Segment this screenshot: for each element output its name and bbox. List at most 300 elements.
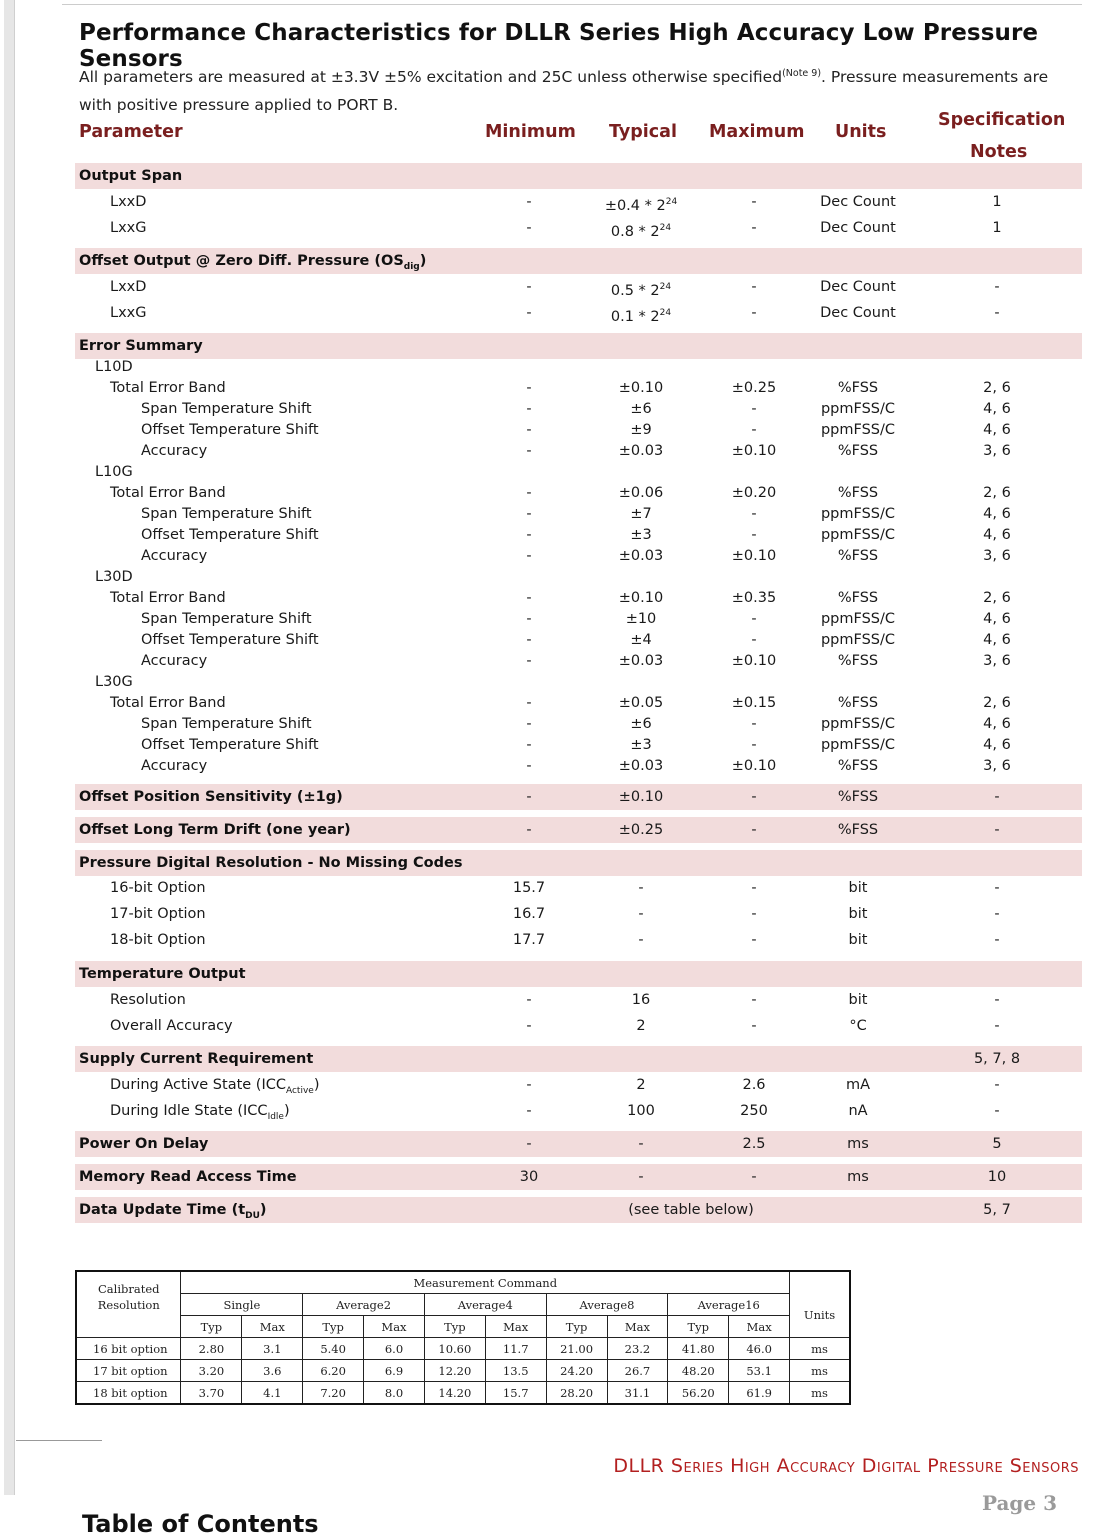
cell-max: -	[751, 789, 757, 805]
max-header: Max	[485, 1316, 546, 1338]
units-value: ms	[790, 1360, 850, 1382]
cell-units: %FSS	[837, 789, 879, 805]
table-row	[75, 1072, 1082, 1098]
typ-exponent: 24	[659, 223, 672, 233]
cell-max: -	[751, 1018, 757, 1034]
cell-min: -	[526, 758, 532, 774]
typ-exponent: 24	[659, 308, 672, 318]
resolution-label: 16 bit option	[76, 1338, 181, 1360]
cell-notes: -	[994, 305, 1000, 321]
typ-exponent: 24	[665, 197, 678, 207]
section-data-update	[75, 1197, 1082, 1223]
cell-max: -	[751, 527, 757, 543]
cell-min: -	[526, 1103, 532, 1119]
error-group-row	[75, 357, 1082, 378]
resolution-label: 17 bit option	[76, 1360, 181, 1382]
max-header: Max	[364, 1316, 425, 1338]
cell-max: -	[751, 737, 757, 753]
row-label: 17-bit Option	[110, 906, 206, 922]
time-value: 24.20	[546, 1360, 607, 1382]
cell-typ: ±0.10	[618, 789, 664, 805]
cell-max: -	[751, 220, 757, 236]
table-row	[75, 420, 1082, 441]
section-power-on-delay	[75, 1131, 1082, 1157]
time-value: 13.5	[485, 1360, 546, 1382]
cell-notes: -	[994, 992, 1000, 1008]
row-label: Span Temperature Shift	[141, 401, 312, 417]
section-offset-output	[75, 248, 1082, 274]
section-label: Power On Delay	[79, 1136, 209, 1152]
cell-typ: ±0.05	[618, 695, 664, 711]
cell-max: ±0.15	[731, 695, 777, 711]
header-units: Units	[835, 122, 887, 142]
cell-max: ±0.25	[731, 380, 777, 396]
left-margin-bar	[4, 0, 15, 1495]
section-supply-current	[75, 1046, 1082, 1072]
row-label: Offset Temperature Shift	[141, 527, 319, 543]
cell-max: ±0.10	[731, 653, 777, 669]
cell-units: bit	[848, 992, 868, 1008]
cell-typ	[591, 215, 691, 245]
section-label: Pressure Digital Resolution - No Missing Codes	[79, 855, 463, 871]
cell-units: %FSS	[837, 443, 879, 459]
cell-typ: ±7	[630, 506, 652, 522]
cell-units: Dec Count	[820, 220, 896, 236]
cell-notes: 4, 6	[983, 737, 1011, 753]
cell-notes: -	[994, 822, 1000, 838]
cell-notes: 5, 7	[983, 1202, 1011, 1218]
toc-heading-partial: Table of Contents	[82, 1510, 319, 1538]
row-label: Offset Temperature Shift	[141, 422, 319, 438]
units-header-top	[790, 1271, 850, 1294]
time-value: 6.0	[364, 1338, 425, 1360]
table-row	[75, 735, 1082, 756]
command-header: Average4	[424, 1294, 546, 1316]
cell-max: ±0.10	[731, 758, 777, 774]
command-header: Single	[181, 1294, 303, 1316]
cell-min: 17.7	[512, 932, 546, 948]
cell-max: -	[751, 422, 757, 438]
measurement-command-header: Measurement Command	[181, 1271, 790, 1294]
table-row	[75, 504, 1082, 525]
corner-cell	[76, 1271, 181, 1338]
typ-header: Typ	[303, 1316, 364, 1338]
section-label: Output Span	[79, 168, 183, 184]
cell-notes: 2, 6	[983, 380, 1011, 396]
cell-typ: -	[638, 1136, 644, 1152]
cell-min: -	[526, 789, 532, 805]
section-label	[79, 1197, 267, 1229]
table-row	[75, 609, 1082, 630]
error-group-label: L10G	[95, 464, 133, 480]
time-value: 8.0	[364, 1382, 425, 1405]
time-value: 2.80	[181, 1338, 242, 1360]
section-offset-drift	[75, 817, 1082, 843]
cell-min: -	[526, 305, 532, 321]
typ-base: ±0.4 * 2	[604, 197, 666, 214]
cell-min: -	[526, 220, 532, 236]
row-label-sub: Idle	[267, 1111, 284, 1122]
table-row	[75, 546, 1082, 567]
cell-min: -	[526, 737, 532, 753]
row-label: Resolution	[110, 992, 186, 1008]
cell-max: -	[751, 906, 757, 922]
page-title: Performance Characteristics for DLLR Series High Accuracy Low Pressure Sensors	[79, 20, 1039, 72]
cell-min: -	[526, 506, 532, 522]
cell-notes: 3, 6	[983, 443, 1011, 459]
time-value: 6.9	[364, 1360, 425, 1382]
section-label: Offset Long Term Drift (one year)	[79, 822, 351, 838]
cell-units: bit	[848, 880, 868, 896]
row-label: Accuracy	[141, 758, 208, 774]
cell-min: -	[526, 422, 532, 438]
section-label: Offset Position Sensitivity (±1g)	[79, 789, 343, 805]
cell-typ: -	[638, 880, 644, 896]
cell-typ: ±0.06	[618, 485, 664, 501]
cell-units: Dec Count	[820, 279, 896, 295]
cell-typ: 2	[636, 1018, 646, 1034]
header-typical: Typical	[609, 122, 677, 142]
row-label-text: During Idle State (ICC	[110, 1103, 268, 1119]
cell-units: ppmFSS/C	[820, 716, 896, 732]
max-header: Max	[729, 1316, 790, 1338]
cell-notes: 4, 6	[983, 527, 1011, 543]
cell-notes: 5, 7, 8	[973, 1051, 1021, 1067]
cell-typ: 2	[636, 1077, 646, 1093]
row-label: 16-bit Option	[110, 880, 206, 896]
row-label: Total Error Band	[110, 380, 226, 396]
units-value: ms	[790, 1382, 850, 1405]
table-row	[76, 1360, 850, 1382]
cell-min: -	[526, 443, 532, 459]
section-label: Temperature Output	[79, 966, 246, 982]
time-value: 56.20	[668, 1382, 729, 1405]
row-label: 18-bit Option	[110, 932, 206, 948]
cell-typ: ±6	[630, 716, 652, 732]
cell-max: -	[751, 880, 757, 896]
table-row	[75, 714, 1082, 735]
page-number: Page 3	[981, 1491, 1057, 1515]
cell-units: ppmFSS/C	[820, 632, 896, 648]
cell-min: -	[526, 992, 532, 1008]
error-group-row	[75, 672, 1082, 693]
cell-units: ppmFSS/C	[820, 506, 896, 522]
table-row	[75, 441, 1082, 462]
error-group-label: L30D	[95, 569, 133, 585]
cell-min: -	[526, 653, 532, 669]
table-row	[75, 1013, 1082, 1039]
cell-max: -	[751, 194, 757, 210]
cell-typ: ±0.03	[618, 548, 664, 564]
cell-min: 15.7	[512, 880, 546, 896]
cell-typ: -	[638, 1169, 644, 1185]
data-update-body	[76, 1338, 850, 1405]
time-value: 7.20	[303, 1382, 364, 1405]
section-error-summary	[75, 333, 1082, 359]
table-row	[75, 215, 1082, 241]
resolution-label: 18 bit option	[76, 1382, 181, 1405]
row-label: Total Error Band	[110, 590, 226, 606]
time-value: 15.7	[485, 1382, 546, 1405]
table-row	[75, 300, 1082, 326]
table-row	[75, 927, 1082, 953]
table-row	[75, 274, 1082, 300]
time-value: 3.20	[181, 1360, 242, 1382]
cell-notes: 1	[992, 220, 1002, 236]
row-label: LxxD	[110, 194, 147, 210]
error-group-row	[75, 567, 1082, 588]
cell-units: %FSS	[837, 822, 879, 838]
cell-typ: ±3	[630, 527, 652, 543]
time-value: 26.7	[607, 1360, 668, 1382]
command-header: Average16	[668, 1294, 790, 1316]
typ-max-header-row	[76, 1316, 850, 1338]
typ-base: 0.1 * 2	[610, 308, 660, 325]
cell-notes: 5	[992, 1136, 1002, 1152]
cell-max: -	[751, 1169, 757, 1185]
cell-max: -	[751, 822, 757, 838]
cell-min: -	[526, 527, 532, 543]
cell-notes: 4, 6	[983, 716, 1011, 732]
cell-min: -	[526, 380, 532, 396]
time-value: 31.1	[607, 1382, 668, 1405]
footer-rule	[16, 1440, 102, 1441]
cell-units: mA	[845, 1077, 871, 1093]
table-row	[75, 378, 1082, 399]
section-label-close: )	[259, 1202, 267, 1218]
cell-typ: -	[638, 932, 644, 948]
header-maximum: Maximum	[709, 122, 805, 142]
cell-typ: ±4	[630, 632, 652, 648]
row-label: Accuracy	[141, 653, 208, 669]
command-header: Average2	[303, 1294, 425, 1316]
cell-min: -	[526, 194, 532, 210]
cell-min: -	[526, 632, 532, 648]
table-row	[75, 651, 1082, 672]
table-row	[75, 901, 1082, 927]
section-offset-position	[75, 784, 1082, 810]
cell-typ	[591, 300, 691, 330]
cell-typ: -	[638, 906, 644, 922]
section-label: Supply Current Requirement	[79, 1051, 314, 1067]
row-label: Offset Temperature Shift	[141, 632, 319, 648]
time-value: 21.00	[546, 1338, 607, 1360]
cell-max: 2.6	[742, 1077, 766, 1093]
cell-notes: 2, 6	[983, 485, 1011, 501]
row-label: LxxG	[110, 305, 147, 321]
cell-min: -	[526, 1077, 532, 1093]
typ-base: 0.5 * 2	[610, 282, 660, 299]
table-row	[76, 1338, 850, 1360]
table-row	[75, 875, 1082, 901]
cell-min: -	[526, 401, 532, 417]
cell-notes: 4, 6	[983, 506, 1011, 522]
cell-min: -	[526, 695, 532, 711]
cell-max: -	[751, 992, 757, 1008]
table-row	[75, 588, 1082, 609]
section-output-span	[75, 163, 1082, 189]
section-label-sub: dig	[403, 261, 420, 272]
time-value: 12.20	[424, 1360, 485, 1382]
column-headers	[0, 108, 1101, 168]
cell-see-table: (see table below)	[628, 1202, 754, 1218]
cell-min: -	[526, 590, 532, 606]
typ-base: 0.8 * 2	[610, 223, 660, 240]
time-value: 11.7	[485, 1338, 546, 1360]
cell-typ: ±0.25	[618, 822, 664, 838]
table-row	[75, 399, 1082, 420]
cell-typ: ±3	[630, 737, 652, 753]
table-row	[75, 693, 1082, 714]
note-reference: (Note 9)	[782, 68, 822, 79]
cell-typ: ±0.03	[618, 443, 664, 459]
cell-units: bit	[848, 906, 868, 922]
cell-units: %FSS	[837, 695, 879, 711]
cell-typ: ±0.10	[618, 590, 664, 606]
typ-header: Typ	[181, 1316, 242, 1338]
section-label: Memory Read Access Time	[79, 1169, 297, 1185]
cell-min: -	[526, 279, 532, 295]
cell-units: ms	[847, 1136, 869, 1152]
cell-units: ppmFSS/C	[820, 422, 896, 438]
cell-units: %FSS	[837, 380, 879, 396]
cell-units: Dec Count	[820, 305, 896, 321]
table-row	[75, 630, 1082, 651]
cell-max: -	[751, 932, 757, 948]
cell-notes: -	[994, 932, 1000, 948]
footer-title: DLLR Series High Accuracy Digital Pressure Sensors	[613, 1455, 1079, 1477]
cell-units: Dec Count	[820, 194, 896, 210]
max-header: Max	[607, 1316, 668, 1338]
cell-notes: -	[994, 1103, 1000, 1119]
row-label: Total Error Band	[110, 695, 226, 711]
cell-units: ppmFSS/C	[820, 527, 896, 543]
cell-units: %FSS	[837, 653, 879, 669]
table-row	[75, 483, 1082, 504]
intro-text: All parameters are measured at ±3.3V ±5% excitation and 25C unless otherwise specified	[79, 68, 783, 87]
row-label	[110, 1098, 290, 1130]
cell-units: %FSS	[837, 548, 879, 564]
intro-text-2: . Pressure measurements are with positive pressure applied to PORT B.	[79, 68, 1049, 115]
time-value: 41.80	[668, 1338, 729, 1360]
typ-header: Typ	[424, 1316, 485, 1338]
header-spec-line1: Specification	[938, 110, 1066, 130]
time-value: 5.40	[303, 1338, 364, 1360]
table-row	[75, 525, 1082, 546]
row-label: Offset Temperature Shift	[141, 737, 319, 753]
cell-notes: -	[994, 279, 1000, 295]
error-group-label: L30G	[95, 674, 133, 690]
row-label: LxxG	[110, 220, 147, 236]
cell-notes: -	[994, 789, 1000, 805]
row-label: Accuracy	[141, 443, 208, 459]
section-pressure-resolution	[75, 850, 1082, 876]
row-label: Span Temperature Shift	[141, 506, 312, 522]
cell-typ: 100	[627, 1103, 655, 1119]
cell-min: 16.7	[512, 906, 546, 922]
cell-max: ±0.35	[731, 590, 777, 606]
cell-max: -	[751, 279, 757, 295]
cell-notes: -	[994, 1018, 1000, 1034]
cell-min: -	[526, 611, 532, 627]
row-label: Span Temperature Shift	[141, 611, 312, 627]
time-value: 4.1	[242, 1382, 303, 1405]
top-rule	[62, 4, 1082, 5]
units-value: ms	[790, 1338, 850, 1360]
cell-notes: 3, 6	[983, 548, 1011, 564]
header-minimum: Minimum	[485, 122, 576, 142]
time-value: 14.20	[424, 1382, 485, 1405]
max-header: Max	[242, 1316, 303, 1338]
cell-max: -	[751, 401, 757, 417]
corner-line2: Resolution	[97, 1297, 160, 1312]
cell-typ: ±6	[630, 401, 652, 417]
cell-typ: ±10	[625, 611, 657, 627]
section-memory-read	[75, 1164, 1082, 1190]
cell-notes: -	[994, 880, 1000, 896]
cell-max: -	[751, 611, 757, 627]
cell-max: ±0.10	[731, 443, 777, 459]
row-label: Total Error Band	[110, 485, 226, 501]
time-value: 61.9	[729, 1382, 790, 1405]
cell-max: -	[751, 632, 757, 648]
row-label-sub: Active	[285, 1085, 314, 1096]
section-temperature-output	[75, 961, 1082, 987]
time-value: 46.0	[729, 1338, 790, 1360]
error-group-row	[75, 462, 1082, 483]
cell-max: -	[751, 305, 757, 321]
cell-typ: ±0.03	[618, 653, 664, 669]
cell-units: %FSS	[837, 485, 879, 501]
cell-max: -	[751, 506, 757, 522]
time-value: 3.6	[242, 1360, 303, 1382]
cell-min: 30	[519, 1169, 539, 1185]
cell-units: ppmFSS/C	[820, 737, 896, 753]
cell-notes: 4, 6	[983, 422, 1011, 438]
cell-units: ms	[847, 1169, 869, 1185]
time-value: 6.20	[303, 1360, 364, 1382]
cell-max: -	[751, 716, 757, 732]
corner-line1: Calibrated	[97, 1281, 160, 1296]
cell-min: -	[526, 485, 532, 501]
cell-units: bit	[848, 932, 868, 948]
header-spec-line2: Notes	[970, 142, 1028, 162]
command-header-row	[76, 1294, 850, 1316]
table-row	[75, 756, 1082, 777]
table-row	[76, 1382, 850, 1405]
time-value: 3.70	[181, 1382, 242, 1405]
cell-typ: ±0.10	[618, 380, 664, 396]
error-group-label: L10D	[95, 359, 133, 375]
cell-notes: -	[994, 906, 1000, 922]
table-row	[75, 189, 1082, 215]
cell-notes: 10	[987, 1169, 1007, 1185]
cell-units: %FSS	[837, 590, 879, 606]
cell-notes: 3, 6	[983, 653, 1011, 669]
time-value: 3.1	[242, 1338, 303, 1360]
header-parameter: Parameter	[79, 122, 183, 142]
cell-units: ppmFSS/C	[820, 401, 896, 417]
table-row	[75, 987, 1082, 1013]
cell-typ: 16	[631, 992, 651, 1008]
time-value: 53.1	[729, 1360, 790, 1382]
cell-max: 2.5	[742, 1136, 766, 1152]
cell-notes: 4, 6	[983, 632, 1011, 648]
row-label-text: During Active State (ICC	[110, 1077, 286, 1093]
row-label-close: )	[313, 1077, 320, 1093]
time-value: 48.20	[668, 1360, 729, 1382]
cell-min: -	[526, 716, 532, 732]
